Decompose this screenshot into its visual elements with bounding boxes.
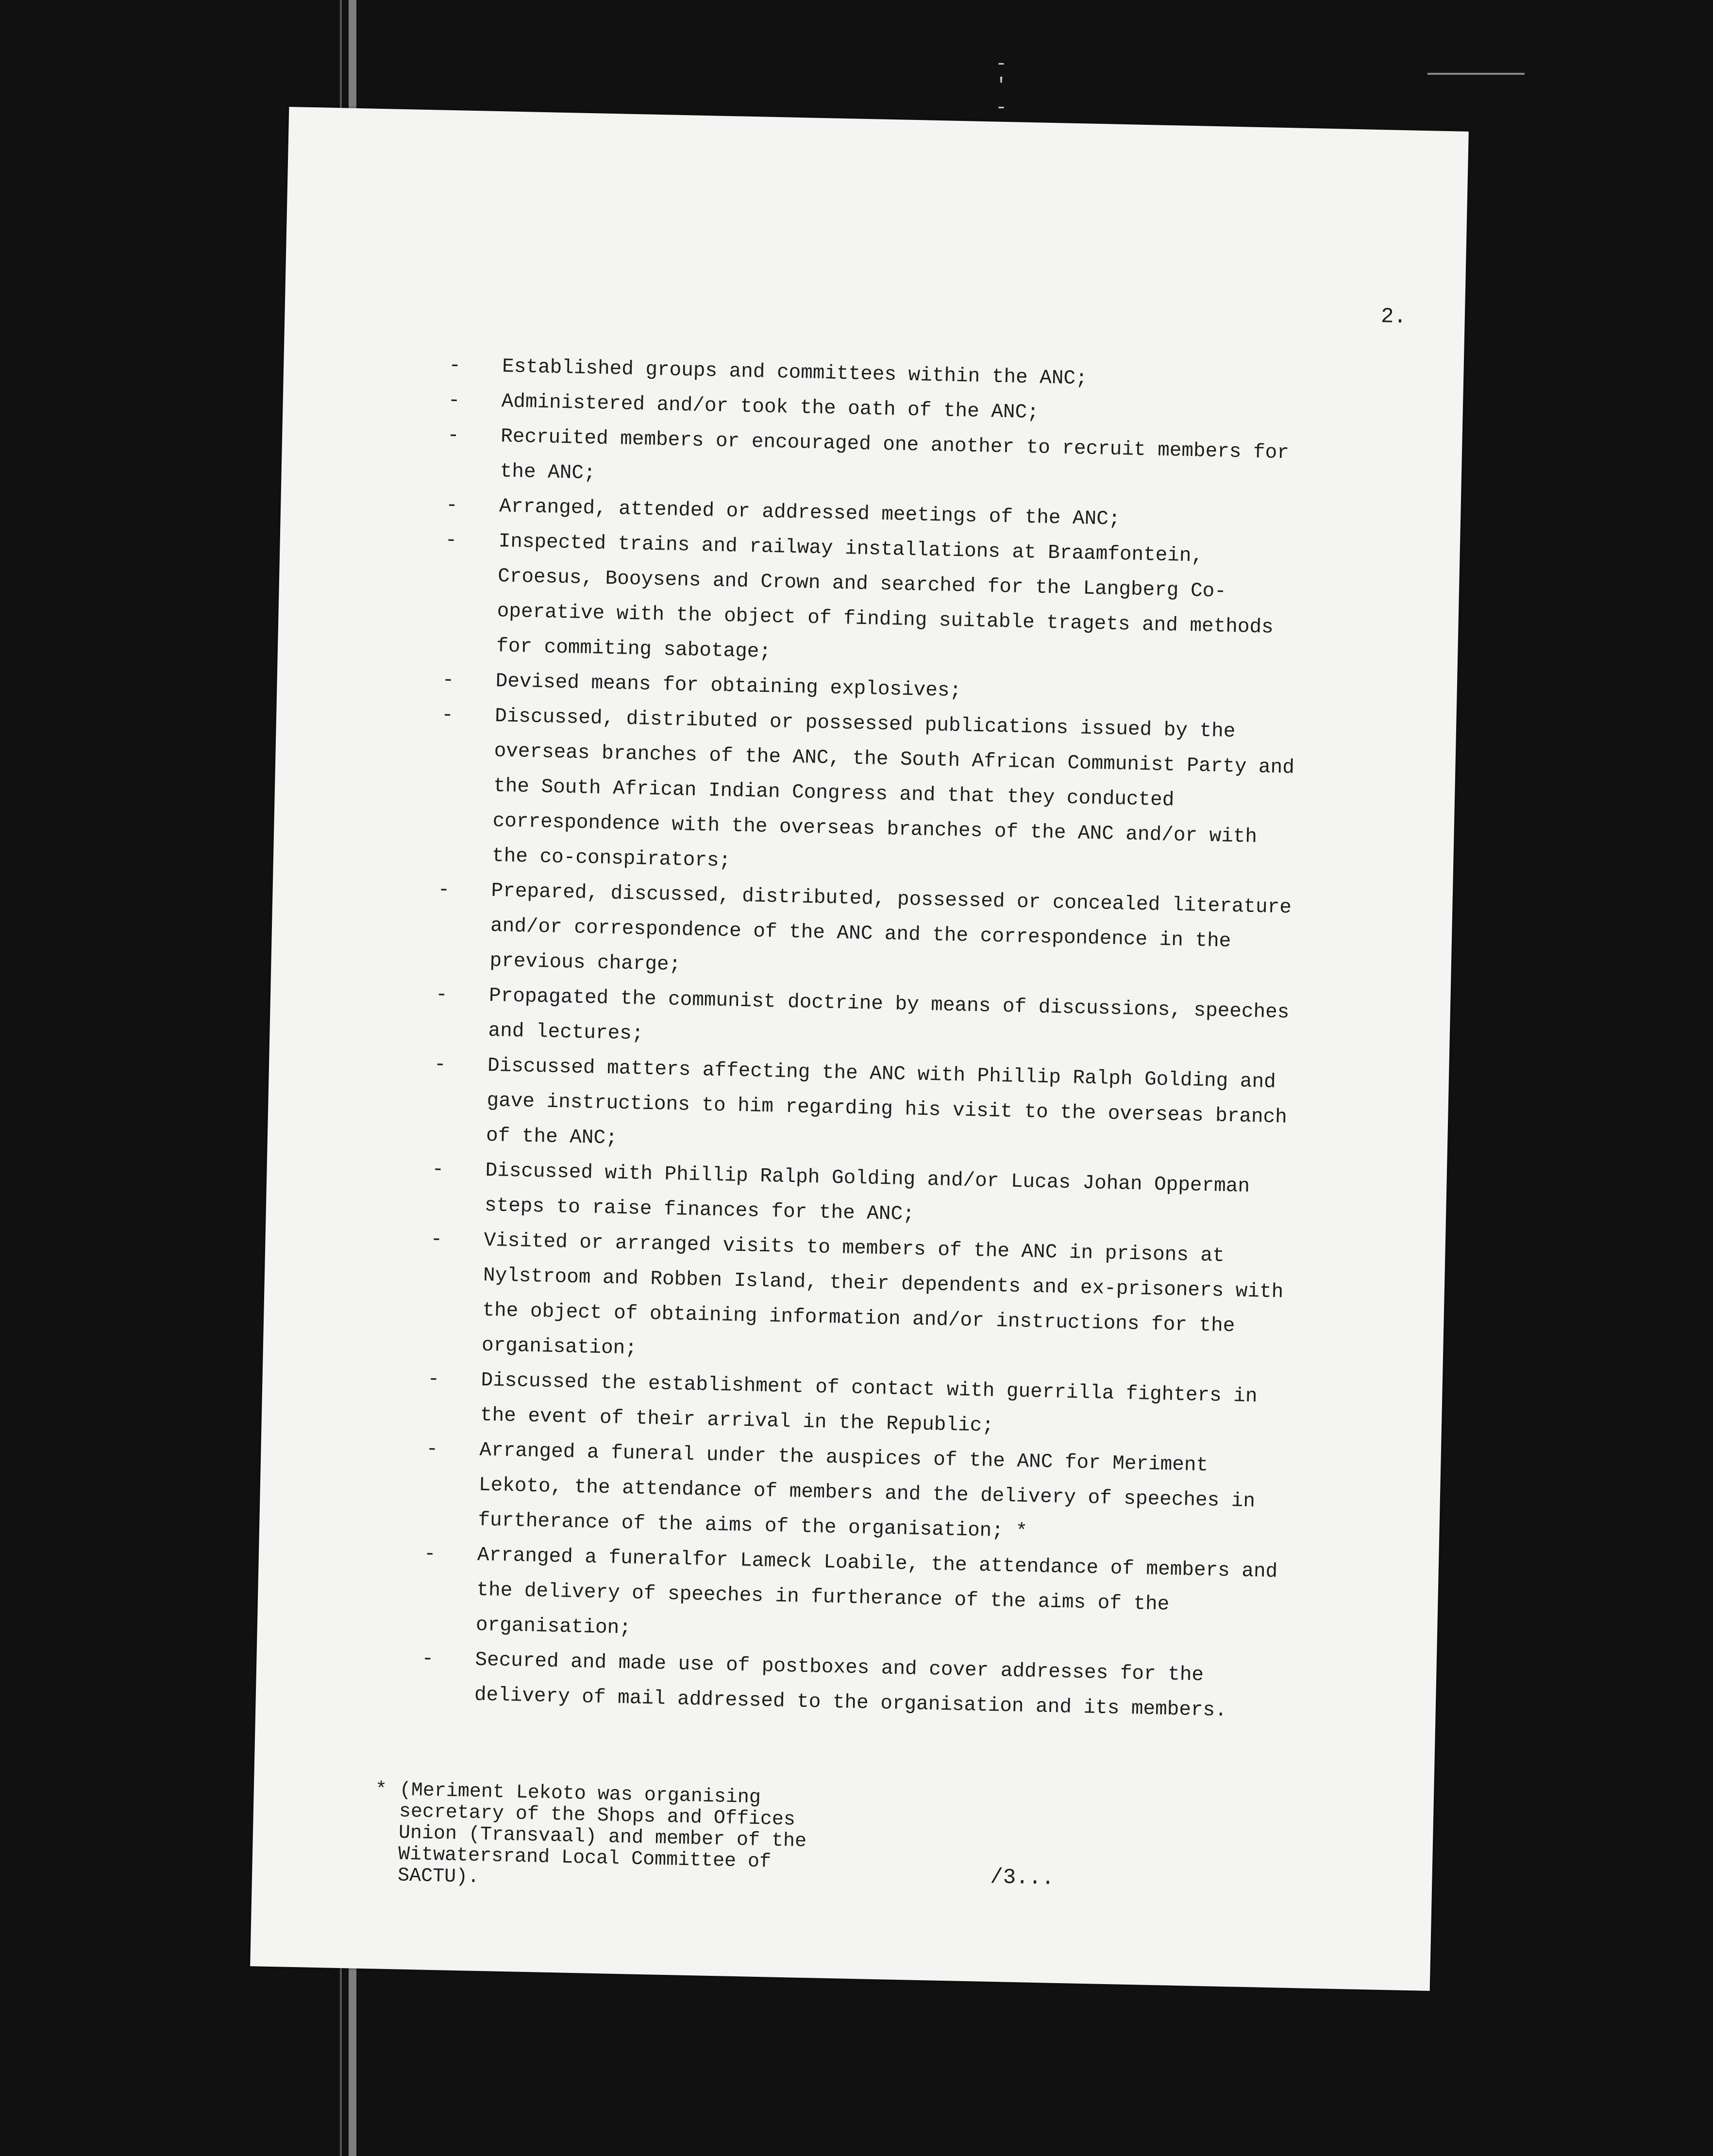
list-item-text: Devised means for obtaining explosives; xyxy=(495,670,962,703)
list-dash: - xyxy=(442,669,454,692)
continuation-marker: /3... xyxy=(990,1865,1055,1891)
list-item xyxy=(428,1222,1295,1380)
list-dash: - xyxy=(430,1228,443,1251)
list-item-text: Discussed, distributed or possessed publications issued by the overseas branches of the ANC, the South African Communist Party and the South African Indian Congress and that they conducted correspondence with the overseas branches of the ANC and/or with the co-conspirators; xyxy=(491,705,1295,873)
list-dash: - xyxy=(435,983,448,1007)
list-dash: - xyxy=(427,1368,440,1391)
list-item xyxy=(436,873,1302,995)
list-item-text: Inspected trains and railway installations at Braamfontein, Croesus, Booysens and Crown and searched for the Langberg Co-operative with the object of finding suitable tragets and methods for commiting sabotage; xyxy=(496,530,1274,664)
page-number: 2. xyxy=(1380,304,1407,330)
top-margin-mark: - ' - xyxy=(995,53,1008,119)
list-item xyxy=(422,1536,1288,1659)
list-item-text: Recruited members or encouraged one another to recruit members for the ANC; xyxy=(500,425,1290,485)
list-dash: - xyxy=(437,878,450,902)
list-item-text: Discussed with Phillip Ralph Golding and/or Lucas Johan Opperman steps to raise finances for the ANC; xyxy=(484,1159,1250,1226)
top-margin-rule xyxy=(1428,73,1525,75)
footnote-asterisk: * xyxy=(375,1779,387,1801)
list-item-text: Discussed the establishment of contact with guerrilla fighters in the event of their arrival in the Republic; xyxy=(480,1369,1258,1437)
list-item xyxy=(442,523,1310,681)
list-dash: - xyxy=(447,424,460,447)
list-item-text: Propagated the communist doctrine by means of discussions, speeches and lectures; xyxy=(488,985,1290,1045)
list-dash: - xyxy=(441,704,454,727)
list-dash: - xyxy=(434,1053,447,1077)
list-item-text: Arranged a funeral under the auspices of the ANC for Meriment Lekoto, the attendance of members and the delivery of speeches in furtherance of the aims of the organisation; * xyxy=(478,1439,1256,1543)
charge-list xyxy=(420,348,1313,1730)
list-item-text: Prepared, discussed, distributed, possessed or concealed literature and/or correspondence of the ANC and the correspondence in the previous charge; xyxy=(489,880,1292,977)
list-item xyxy=(432,1047,1298,1170)
list-item-text: Established groups and committees within the ANC; xyxy=(502,355,1088,390)
list-item-text: Discussed matters affecting the ANC with Phillip Ralph Golding and gave instructions to him regarding his visit to the overseas branch of the ANC; xyxy=(486,1054,1288,1150)
list-item xyxy=(438,698,1306,891)
list-dash: - xyxy=(432,1158,444,1181)
list-dash: - xyxy=(423,1543,437,1566)
list-dash: - xyxy=(421,1648,434,1670)
list-dash: - xyxy=(448,389,460,412)
footnote xyxy=(373,1779,861,1896)
document-page xyxy=(250,107,1469,1991)
list-item xyxy=(424,1432,1291,1554)
list-dash: - xyxy=(448,354,461,377)
list-item-text: Arranged a funeralfor Lameck Loabile, the attendance of members and the delivery of speeches in furtherance of the aims of the organisation; xyxy=(475,1544,1278,1640)
list-dash: - xyxy=(445,529,457,552)
list-item-text: Arranged, attended or addressed meetings of the ANC; xyxy=(499,495,1121,531)
list-dash: - xyxy=(445,494,458,517)
footnote-text: (Meriment Lekoto was organising secretary of the Shops and Offices Union (Transvaal) and member of the Witwatersrand Local Committee of SACTU). xyxy=(397,1779,807,1888)
list-dash: - xyxy=(426,1438,438,1461)
list-item-text: Secured and made use of postboxes and cover addresses for the delivery of mail addressed to the organisation and its members. xyxy=(474,1649,1227,1722)
list-item-text: Administered and/or took the oath of the ANC; xyxy=(501,390,1040,424)
list-item-text: Visited or arranged visits to members of the ANC in prisons at Nylstroom and Robben Island, their dependents and ex-prisoners with the object of obtaining information and/or instructions for the organisation; xyxy=(481,1229,1284,1360)
